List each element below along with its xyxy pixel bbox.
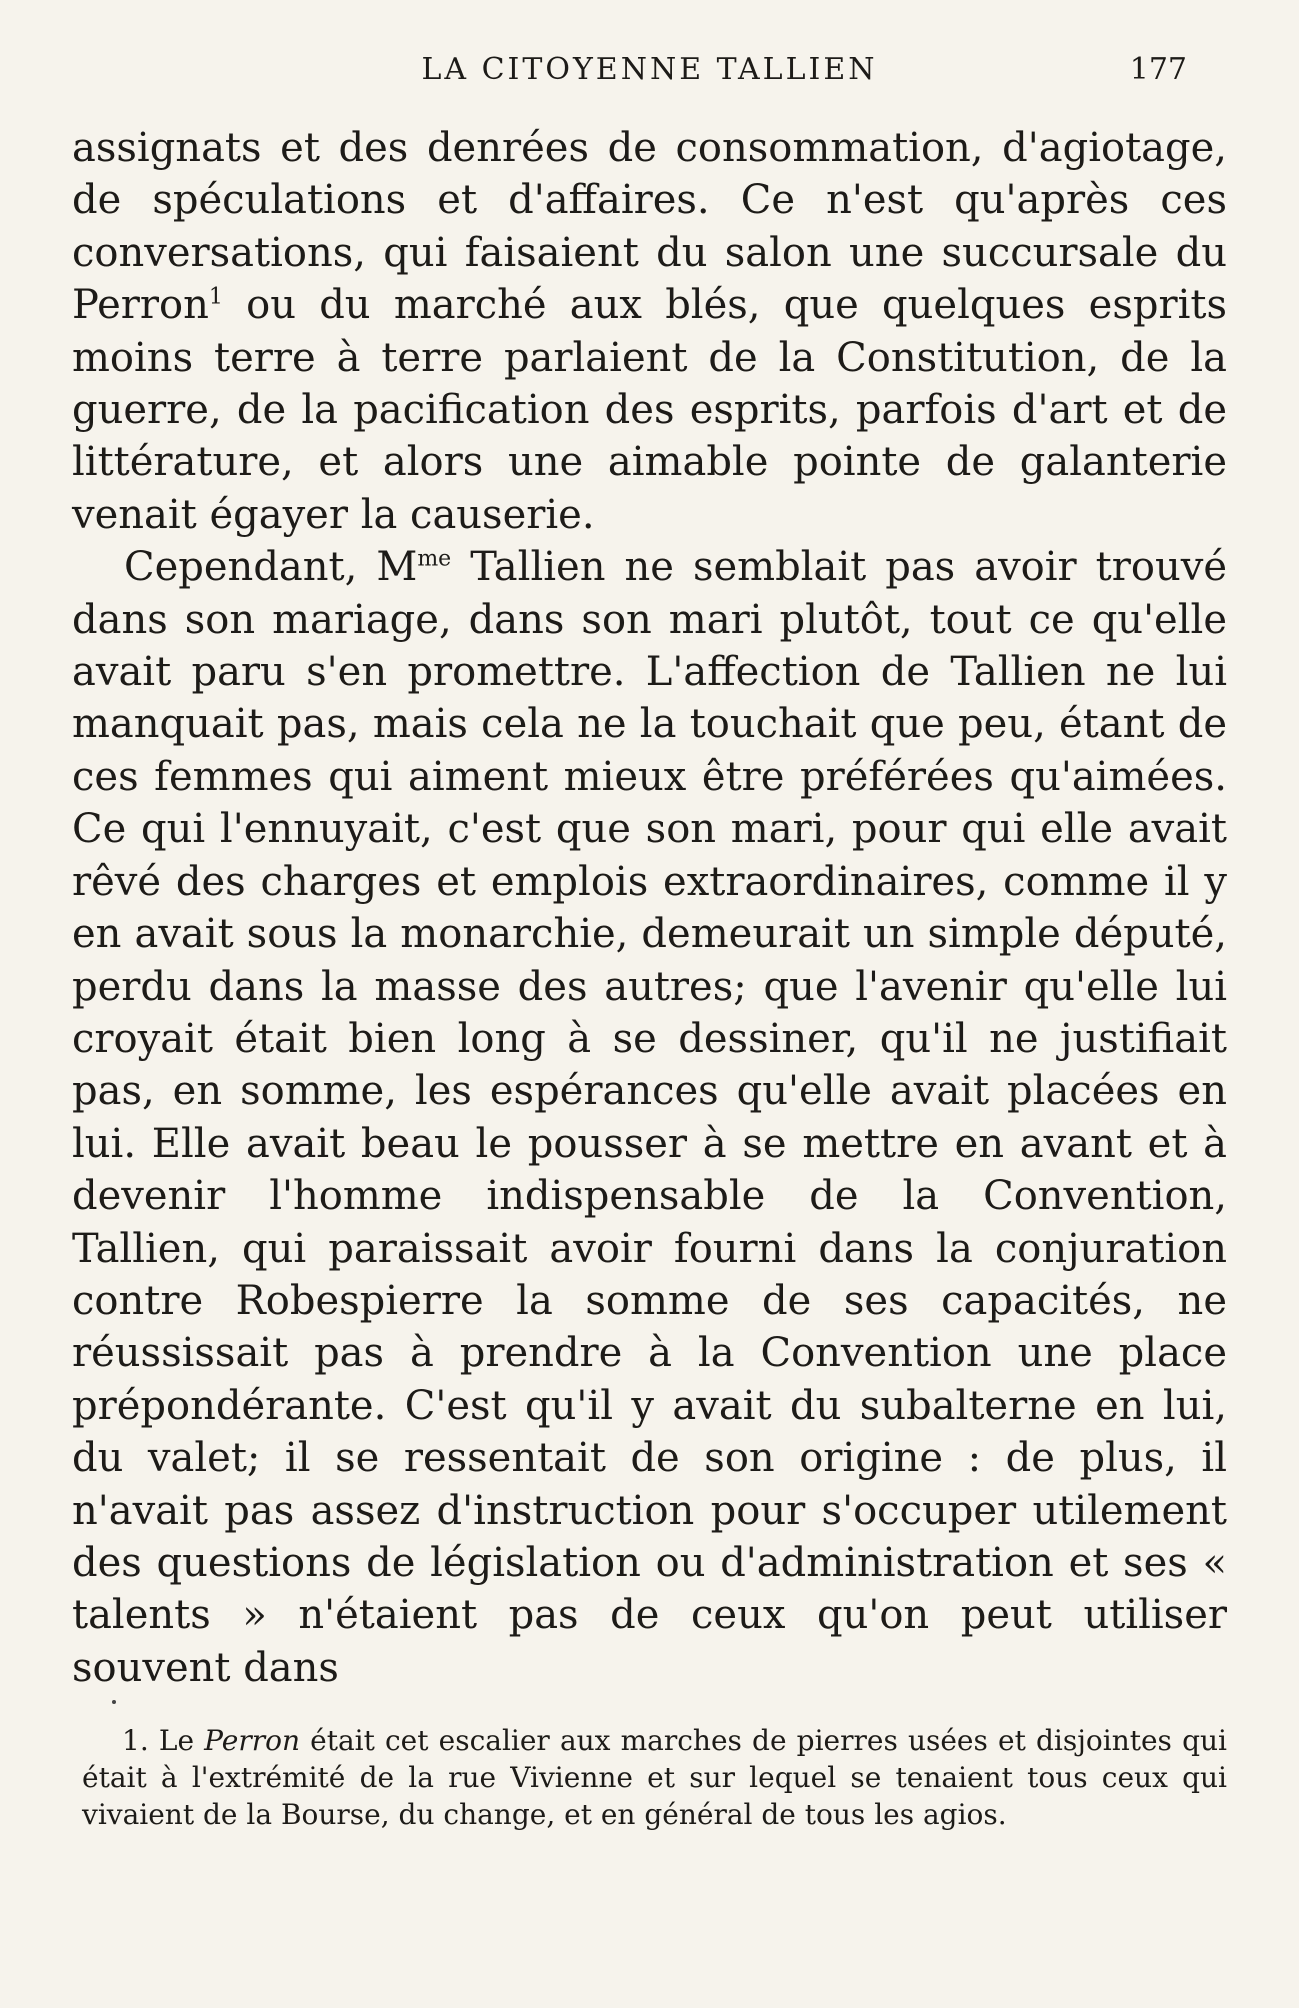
footnote-number: 1. [122, 1724, 149, 1757]
body-text [72, 122, 1227, 1694]
paragraph-2 [72, 541, 1227, 1694]
footnote-text: était cet escalier aux marches de pierres usées et disjointes qui était à l'extrémité de la rue Vivienne et sur lequel se tenaient tous ceux qui vivaient de la Bourse, du change, et en général de tous les agios. [82, 1724, 1227, 1831]
paragraph-2-part-a: Cependant, M [124, 544, 418, 591]
paragraph-2-part-b: Tallien ne semblait pas avoir trouvé dans son mariage, dans son mari plutôt, tout ce qu'elle avait paru s'en promettre. L'affection de Tallien ne lui manquait pas, mais cela ne la touchait que peu, étant de ces femmes qui aiment mieux être préférées qu'aimées. Ce qui l'ennuyait, c'est que son mari, pour qui elle avait rêvé des charges et emplois extraordinaires, comme il y en avait sous la monarchie, demeurait un simple député, perdu dans la masse des autres; que l'avenir qu'elle lui croyait était bien long à se dessiner, qu'il ne justifiait pas, en somme, les espérances qu'elle avait placées en lui. Elle avait beau le pousser à se mettre en avant et à devenir l'homme indispensable de la Convention, Tallien, qui paraissait avoir fourni dans la conjuration contre Robespierre la somme de ses capacités, ne réussissait pas à prendre à la Convention une place prépondérante. C'est qu'il y avait du subalterne en lui, du valet; il se ressentait de son origine : de plus, il n'avait pas assez d'instruction pour s'occuper utilement des questions de législation ou d'administration et ses « talents » n'étaient pas de ceux qu'on peut utiliser souvent dans [72, 544, 1227, 1691]
paragraph-1-part-b: ou du marché aux blés, que quelques esprits moins terre à terre parlaient de la Constitution, de la guerre, de la pacification des esprits, parfois d'art et de littérature, et alors une aimable pointe de galanterie venait égayer la causerie. [72, 282, 1227, 538]
paragraph-1-part-a: assignats et des denrées de consommation, d'agiotage, de spéculations et d'affaires. Ce n'est qu'après ces conversations, qui faisaient du salon une succursale du Perron [72, 125, 1227, 329]
page-number: 177 [1129, 52, 1187, 87]
footnote-italic-term: Perron [204, 1724, 300, 1757]
paragraph-1 [72, 122, 1227, 541]
running-head [72, 52, 1227, 92]
footnote [82, 1722, 1227, 1833]
footnote-lead: Le [158, 1724, 195, 1757]
superscript-abbreviation: me [417, 546, 452, 572]
running-title: LA CITOYENNE TALLIEN [421, 52, 878, 87]
footnote-separator [112, 1700, 116, 1704]
footnote-reference: 1 [208, 284, 223, 310]
